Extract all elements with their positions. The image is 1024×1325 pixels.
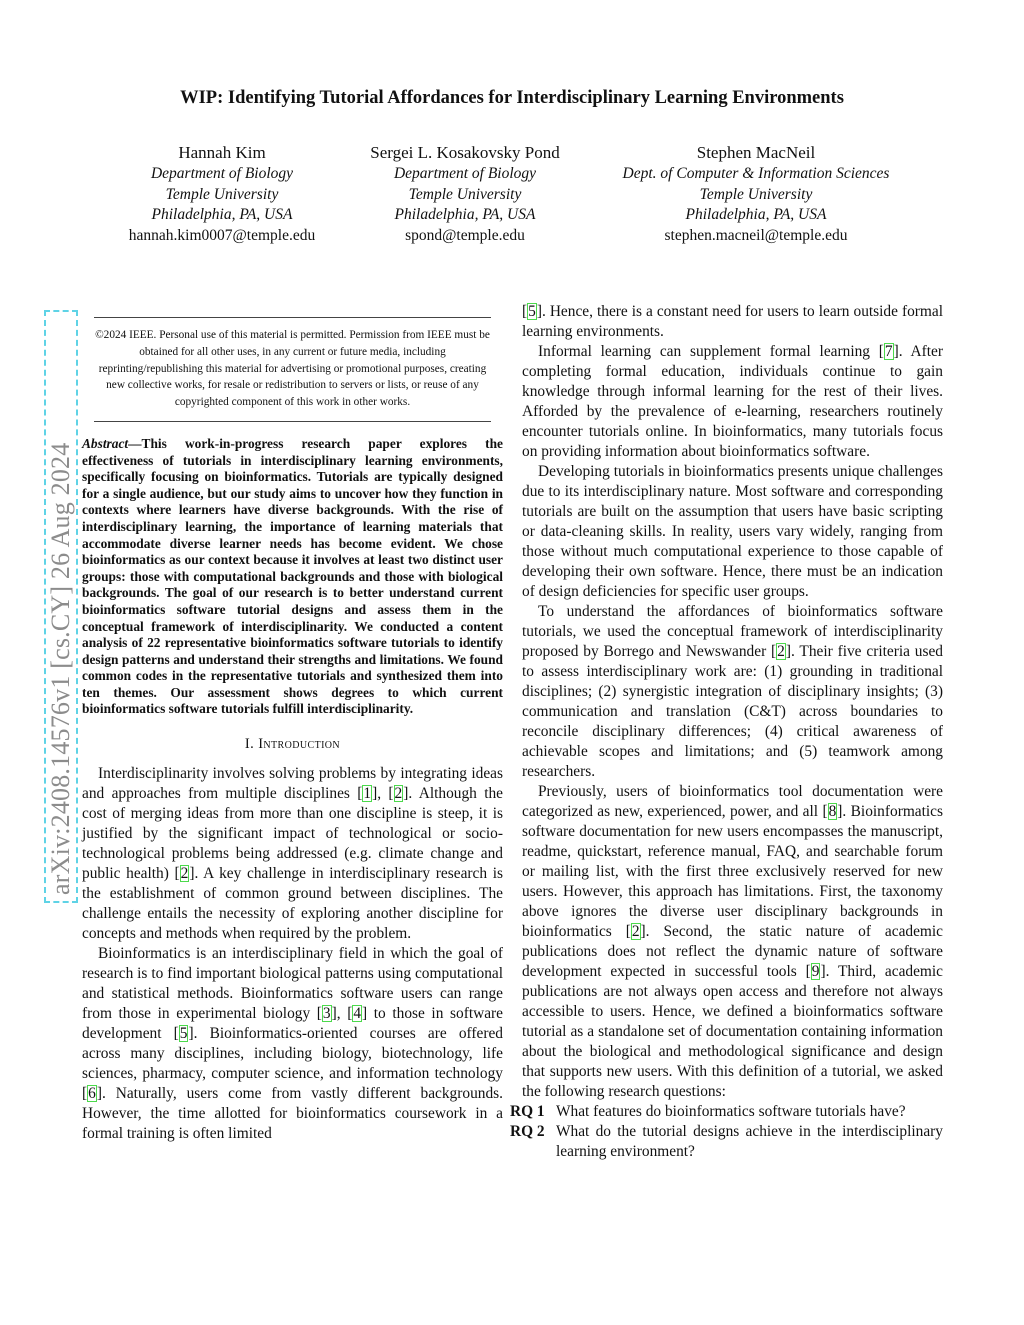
citation-link[interactable]: 9 <box>811 963 820 980</box>
right-column <box>510 302 944 1162</box>
citation-link[interactable]: 5 <box>179 1025 188 1043</box>
research-question-1 <box>510 1102 943 1122</box>
left-column <box>82 317 503 1144</box>
citation-link[interactable]: 1 <box>363 785 372 803</box>
citation-link[interactable]: 2 <box>180 865 189 883</box>
rq-text: What features do bioinformatics software tutorials have? <box>556 1103 906 1120</box>
arxiv-identifier-stamp: arXiv:2408.14576v1 [cs.CY] 26 Aug 2024 <box>44 310 78 903</box>
copyright-notice: ©2024 IEEE. Personal use of this material is permitted. Permission from IEEE must be obtained for all other uses, in any current or future media, including reprinting/republishing this material for advertising or promotional purposes, creating new collective works, for resale or redistribution to servers or lists, or reuse of any copyrighted component of this work in other works. <box>94 317 491 422</box>
citation-link[interactable]: 3 <box>322 1005 331 1023</box>
abstract <box>82 436 503 718</box>
paper-title: WIP: Identifying Tutorial Affordances for Interdisciplinary Learning Environments <box>180 88 844 108</box>
author-name: Stephen MacNeil <box>696 143 816 162</box>
intro-paragraph-6: Previously, users of bioinformatics tool documentation were categorized as new, experienced, power, and all [8]. Bioinformatics software documentation for new users encompasses the manuscript, readme, quickstart, reference manual, FAQ, and searchable forum or mailing list, with the first three exclusively reserved for new users. However, this approach has limitations. First, the taxonomy above ignores the diverse user disciplinary backgrounds in bioinformatics [2]. Second, the static nature of academic publications does not reflect the dynamic nature of software development expected in successful tools [9]. Third, academic publications are not always open access and therefore not always accessible to users. Hence, we defined a bioinformatics software tutorial as a standalone set of documentation containing information about the biological and methodological significance and design that supports new users. With this definition of a tutorial, we asked the following research questions: <box>522 783 944 1100</box>
author-block-1 <box>112 142 332 246</box>
author-name: Hannah Kim <box>178 143 266 162</box>
author-university: Temple University <box>408 185 522 203</box>
author-location: Philadelphia, PA, USA <box>151 206 293 223</box>
author-block-3 <box>598 142 914 246</box>
citation-link[interactable]: 2 <box>394 785 403 803</box>
author-department: Department of Biology <box>393 165 537 182</box>
section-number: I. <box>244 736 259 753</box>
intro-paragraph-2: Bioinformatics is an interdisciplinary field in which the goal of research is to find important biological patterns using computational and statistical methods. Bioinformatics software users can range from those in experimental biology [3], [4] to those in software development [5]. Bioinformatics-oriented courses are offered across many disciplines, including biology, biotechnology, life sciences, pharmacy, computer science, and information technology [6]. Naturally, users come from vastly different backgrounds. However, the time allotted for bioinformatics coursework in a formal training is often limited <box>82 945 504 1143</box>
intro-paragraph-4: Developing tutorials in bioinformatics presents unique challenges due to its interdisciplinary nature. Most software and corresponding tutorials are built on the assumption that users have basic scripting or data-cleaning skills. In reality, users vary widely, ranging from those without much computational experience to those capable of developing their own software. Hence, there must be an indication of design deficiencies for specific user groups. <box>522 463 943 600</box>
abstract-lead: Abstract <box>82 435 129 451</box>
author-email: hannah.kim0007@temple.edu <box>128 226 316 244</box>
citation-link[interactable]: 5 <box>528 303 536 320</box>
author-location: Philadelphia, PA, USA <box>394 206 536 223</box>
intro-paragraph-3: Informal learning can supplement formal learning [7]. After completing formal education, individuals continue to gain knowledge through informal learning for the rest of their lives. Afforded by the prevalence of e-learning, researchers routinely encounter tutorials online. In bioinformatics, many tutorials focus on providing information about bioinformatics software. <box>522 343 943 460</box>
rq-label: RQ 1 <box>510 1103 545 1120</box>
citation-link[interactable]: 2 <box>777 643 785 660</box>
intro-paragraph-continued: [5]. Hence, there is a constant need for users to learn outside formal learning environments. <box>522 303 943 340</box>
citation-link[interactable]: 8 <box>828 803 837 820</box>
citation-link[interactable]: 2 <box>631 923 640 940</box>
citation-link[interactable]: 7 <box>884 343 893 360</box>
author-department: Dept. of Computer & Information Sciences <box>622 165 890 182</box>
intro-paragraph-1: Interdisciplinarity involves solving problems by integrating ideas and approaches from multiple disciplines [1], [2]. Although the cost of merging ideas from more than one discipline is steep, it is justified by the significant impact of technological or socio-technological problems being addressed (e.g. climate change and public health) [2]. A key challenge in interdisciplinary research is the establishment of common ground between disciplines. The challenge entails the necessity of exploring another discipline for concepts and methods when required by the problem. <box>82 765 504 943</box>
abstract-text: —This work-in-progress research paper explores the effectiveness of tutorials in interdisciplinary learning environments, specifically focusing on bioinformatics. Tutorials are typically designed for a single audience, but our study aims to uncover how they function in contexts where learners have diverse backgrounds. With the rise of interdisciplinary learning, the importance of learning materials that accommodate diverse learner needs has become evident. We chose bioinformatics as our context because it involves at least two distinct user groups: those with computational backgrounds and those with biological backgrounds. The goal of our research is to better understand current bioinformatics software tutorial designs and assess them in the conceptual framework of interdisciplinarity. We conducted a content analysis of 22 representative bioinformatics software tutorials to identify design patterns and understand their strengths and limitations. We found common codes in the representative tutorials and synthesized them into ten themes. Our assessment shows degrees to which current bioinformatics software tutorials fulfill interdisciplinarity. <box>82 435 503 717</box>
author-university: Temple University <box>165 185 279 203</box>
author-email: stephen.macneil@temple.edu <box>664 226 848 244</box>
rq-text: What do the tutorial designs achieve in the interdisciplinary learning environment? <box>556 1123 943 1160</box>
author-email: spond@temple.edu <box>405 226 525 244</box>
citation-link[interactable]: 4 <box>353 1005 362 1023</box>
section-title: Introduction <box>258 736 341 753</box>
author-department: Department of Biology <box>150 165 294 182</box>
citation-link[interactable]: 6 <box>88 1085 96 1103</box>
author-block-2 <box>352 142 578 246</box>
rq-label: RQ 2 <box>510 1123 545 1140</box>
intro-paragraph-5: To understand the affordances of bioinformatics software tutorials, we used the conceptual framework of interdisciplinarity proposed by Borrego and Newswander [2]. Their five criteria used to assess interdisciplinary work are: (1) grounding in traditional disciplines; (2) synergistic integration of disciplinary insights; (3) communication and translation (C&T) across boundaries to reconcile disciplinary differences; (4) critical awareness of achievable scopes and limitations; and (5) teamwork among researchers. <box>522 603 943 780</box>
section-heading-introduction <box>82 734 503 754</box>
author-location: Philadelphia, PA, USA <box>685 206 827 223</box>
author-name: Sergei L. Kosakovsky Pond <box>370 143 560 162</box>
author-university: Temple University <box>699 185 813 203</box>
research-question-2 <box>510 1122 943 1162</box>
